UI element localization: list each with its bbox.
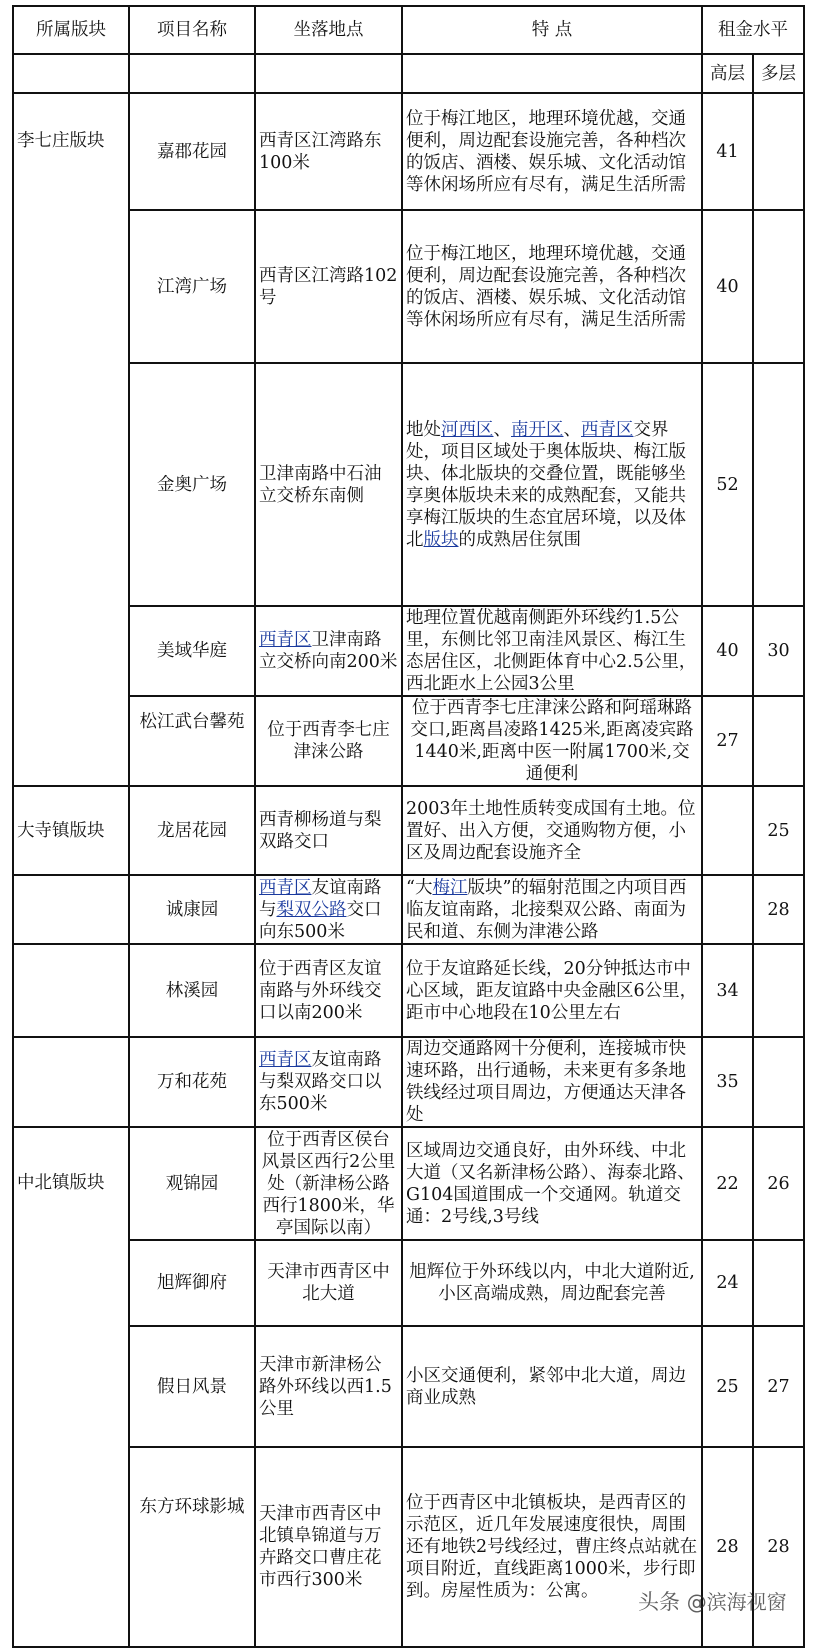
project-location: 西青区江湾路东100米: [255, 93, 402, 210]
project-features: 位于西青区中北镇板块，是西青区的示范区，近几年发展速度很快，周围还有地铁2号线经过，曹庄终点站就在项目附近，直线距离1000米，步行即到。房屋性质为：公寓。: [402, 1447, 702, 1647]
header-row: [13, 6, 804, 54]
project-name: 嘉郡花园: [129, 93, 255, 210]
region-cell: 大寺镇版块: [13, 786, 129, 875]
project-location: 位于西青李七庄津涞公路: [255, 696, 402, 786]
project-features: 位于梅江地区，地理环境优越，交通便利，周边配套设施完善，各种档次的饭店、酒楼、娱乐城、文化活动馆等休闲场所应有尽有，满足生活所需: [402, 93, 702, 210]
table-row: [13, 875, 804, 944]
link-xiqing-district[interactable]: 西青区: [259, 630, 312, 650]
rent-high: 40: [702, 210, 753, 363]
subheader-empty: [129, 54, 255, 93]
rent-multi: 30: [753, 606, 804, 696]
rent-multi: 25: [753, 786, 804, 875]
watermark: [638, 1586, 787, 1616]
project-name: 美域华庭: [129, 606, 255, 696]
header-rent-multi: 多层: [753, 54, 804, 93]
project-location: 天津市西青区中北大道: [255, 1240, 402, 1326]
region-cell: 李七庄版块: [13, 93, 129, 786]
link-bankuai[interactable]: 版块: [423, 529, 459, 550]
link-meijiang[interactable]: 梅江: [432, 877, 468, 898]
header-name: 项目名称: [129, 6, 255, 54]
project-location: [255, 875, 402, 944]
project-name: 松江武台馨苑: [129, 696, 255, 786]
rent-multi: [753, 363, 804, 606]
rent-high: 22: [702, 1127, 753, 1240]
feature-text: 地处: [406, 419, 441, 440]
rent-high: 34: [702, 944, 753, 1037]
rent-multi: 26: [753, 1127, 804, 1240]
rent-multi: 27: [753, 1326, 804, 1447]
project-location: [255, 606, 402, 696]
rent-high: 25: [702, 1326, 753, 1447]
feature-text: 交界处，项目区域处于奥体版块、梅江版块、体北版块的交叠位置，既能够坐享奥体版块未来的成熟配套，又能共享梅江版块的生态宜居环境，以及体北: [406, 419, 686, 550]
header-rent: 租金水平: [702, 6, 804, 54]
table-row: [13, 606, 804, 696]
feature-text: 、: [493, 419, 511, 440]
table-row: [13, 696, 804, 786]
subheader-row: [13, 54, 804, 93]
table-row: [13, 944, 804, 1037]
project-location: 位于西青区友谊南路与外环线交口以南200米: [255, 944, 402, 1037]
table-row: [13, 363, 804, 606]
project-features: 位于西青李七庄津涞公路和阿瑶琳路交口,距离昌凌路1425米,距离凌宾路1440米,距离中医一附属1700米,交通便利: [402, 696, 702, 786]
project-name: 金奥广场: [129, 363, 255, 606]
rent-multi: [753, 1037, 804, 1127]
project-location: 卫津南路中石油立交桥东南侧: [255, 363, 402, 606]
table-row: [13, 1326, 804, 1447]
rent-high: 27: [702, 696, 753, 786]
rent-high: 52: [702, 363, 753, 606]
header-features: 特 点: [402, 6, 702, 54]
project-location: 天津市西青区中北镇阜锦道与万卉路交口曹庄花市西行300米: [255, 1447, 402, 1647]
table-row: [13, 1447, 804, 1647]
header-rent-high: 高层: [702, 54, 753, 93]
region-cell-empty: [13, 875, 129, 944]
table-row: [13, 93, 804, 210]
project-name: 观锦园: [129, 1127, 255, 1240]
project-name: 诚康园: [129, 875, 255, 944]
project-features: 位于友谊路延长线，20分钟抵达市中心区域，距友谊路中央金融区6公里，距市中心地段在10公里左右: [402, 944, 702, 1037]
watermark-handle: @滨海视窗: [686, 1590, 787, 1614]
project-features: [402, 875, 702, 944]
header-region: 所属版块: [13, 6, 129, 54]
rent-high: 40: [702, 606, 753, 696]
rent-high: 24: [702, 1240, 753, 1326]
project-name: 林溪园: [129, 944, 255, 1037]
rent-high: [702, 875, 753, 944]
project-features: 地理位置优越南侧距外环线约1.5公里，东侧比邻卫南洼风景区、梅江生态居住区，北侧距体育中心2.5公里，西北距水上公园3公里: [402, 606, 702, 696]
project-features: 区域周边交通良好，由外环线、中北大道（又名新津杨公路）、海泰北路、G104国道围成一个交通网。轨道交通：2号线,3号线: [402, 1127, 702, 1240]
rent-high: [702, 786, 753, 875]
project-name: 万和花苑: [129, 1037, 255, 1127]
project-features: 小区交通便利，紧邻中北大道，周边商业成熟: [402, 1326, 702, 1447]
rent-high: 28: [702, 1447, 753, 1647]
rent-multi: [753, 696, 804, 786]
project-location: 天津市新津杨公路外环线以西1.5公里: [255, 1326, 402, 1447]
project-name: 旭辉御府: [129, 1240, 255, 1326]
project-name: 东方环球影城: [129, 1447, 255, 1647]
location-text: 友谊南路与梨双路交口以东500米: [259, 1050, 382, 1114]
rent-high: 41: [702, 93, 753, 210]
link-xiqing-district[interactable]: 西青区: [259, 1050, 312, 1070]
rent-multi: 28: [753, 1447, 804, 1647]
project-features: 旭辉位于外环线以内，中北大道附近,小区高端成熟，周边配套完善: [402, 1240, 702, 1326]
subheader-empty: [13, 54, 129, 93]
feature-text: 的成熟居住氛围: [458, 529, 581, 550]
project-location: 位于西青区侯台风景区西行2公里处（新津杨公路西行1800米，华亭国际以南）: [255, 1127, 402, 1240]
project-features: 位于梅江地区，地理环境优越，交通便利，周边配套设施完善，各种档次的饭店、酒楼、娱乐城、文化活动馆等休闲场所应有尽有，满足生活所需: [402, 210, 702, 363]
header-location: 坐落地点: [255, 6, 402, 54]
table-row: [13, 1037, 804, 1127]
subheader-empty: [255, 54, 402, 93]
project-location: 西青柳杨道与梨双路交口: [255, 786, 402, 875]
project-location: 西青区江湾路102号: [255, 210, 402, 363]
feature-text: 、: [563, 419, 581, 440]
rent-multi: [753, 944, 804, 1037]
region-cell: 中北镇版块: [13, 1127, 129, 1647]
subheader-empty: [402, 54, 702, 93]
project-name: 江湾广场: [129, 210, 255, 363]
project-features: [402, 363, 702, 606]
link-hexi-district[interactable]: 河西区: [441, 419, 494, 440]
rent-multi: [753, 210, 804, 363]
project-features: 周边交通路网十分便利，连接城市快速环路，出行通畅，未来更有多条地铁线经过项目周边，方便通达天津各处: [402, 1037, 702, 1127]
location-text: 卫津南路立交桥向南200米: [259, 630, 398, 672]
rent-table: [12, 5, 805, 1648]
project-name: 假日风景: [129, 1326, 255, 1447]
location-text: 交口向东500米: [259, 899, 382, 942]
table-row: [13, 1240, 804, 1326]
feature-text: “大: [406, 877, 433, 898]
table-row: [13, 1127, 804, 1240]
location-text: 友谊南路与: [259, 877, 382, 920]
feature-text: 版块”的辐射范围之内项目西临友谊南路，北接梨双公路、南面为民和道、东侧为津港公路: [406, 877, 687, 942]
table-row: [13, 786, 804, 875]
project-features: 2003年土地性质转变成国有土地。位置好、出入方便，交通购物方便，小区及周边配套设施齐全: [402, 786, 702, 875]
link-lishuang-road[interactable]: 梨双公路: [276, 899, 347, 920]
region-cell-empty: [13, 1037, 129, 1127]
rent-high: 35: [702, 1037, 753, 1127]
project-location: [255, 1037, 402, 1127]
rent-multi: 28: [753, 875, 804, 944]
project-name: 龙居花园: [129, 786, 255, 875]
link-xiqing-district[interactable]: 西青区: [581, 419, 634, 440]
link-nankai-district[interactable]: 南开区: [511, 419, 564, 440]
region-cell-empty: [13, 944, 129, 1037]
link-xiqing-district[interactable]: 西青区: [259, 877, 312, 898]
watermark-prefix: 头条: [638, 1590, 680, 1614]
table-row: [13, 210, 804, 363]
rent-multi: [753, 93, 804, 210]
rent-multi: [753, 1240, 804, 1326]
